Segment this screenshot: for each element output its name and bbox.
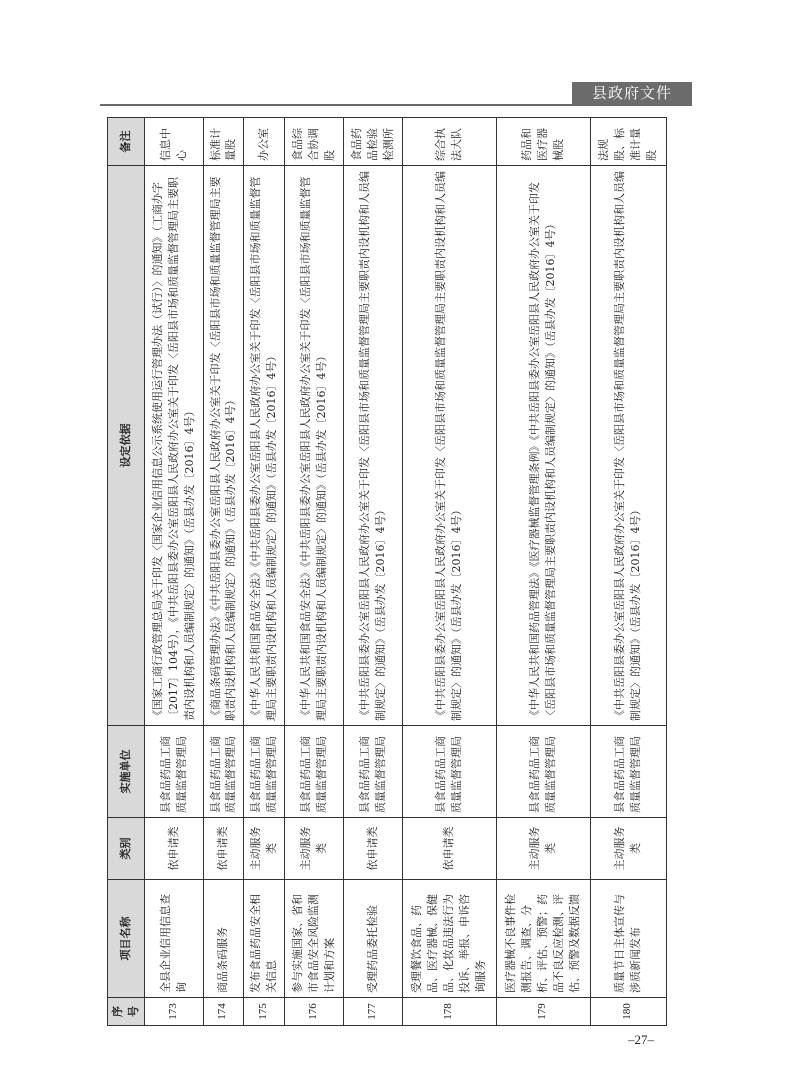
cell-no: 179: [496, 998, 590, 1026]
table-header-row: [108, 118, 145, 1026]
cell-category: 依申请类: [203, 818, 244, 880]
cell-basis: 《中华人民共和国食品安全法》《中共岳阳县委办公室岳阳县人民政府办公室关于印发〈岳阳县市场和质量监督管理局主要职责内设机构和人员编制规定〉的通知》（岳县办发〔2016〕4号）: [285, 166, 344, 726]
cell-basis: 《中共岳阳县委办公室岳阳县人民政府办公室关于印发〈岳阳县市场和质量监督管理局主要职责内设机构和人员编制规定〉的通知》（岳县办发〔2016〕4号）: [402, 166, 496, 726]
page-number: –27–: [628, 1032, 654, 1047]
cell-no: 174: [203, 998, 244, 1026]
cell-name: 参与实施国家、省和市食品安全风险监测计划和方案: [285, 880, 344, 998]
cell-category: 主动服务类: [496, 818, 590, 880]
cell-note: 食品药品检验检测所: [343, 118, 402, 166]
cell-no: 177: [343, 998, 402, 1026]
cell-name: 受理药品委托检验: [343, 880, 402, 998]
cell-unit: 县食品药品工商质量监督管理局: [285, 726, 344, 818]
table-row: [203, 118, 244, 1026]
cell-name: 发布食品药品安全相关信息: [244, 880, 285, 998]
cell-basis: 《商品条码管理办法》《中共岳阳县委办公室岳阳县人民政府办公室关于印发〈岳阳县市场和质量监督管理局主要职责内设机构和人员编制规定〉的通知》（岳县办发〔2016〕4号）: [203, 166, 244, 726]
cell-basis: 《中华人民共和国食品安全法》《中共岳阳县委办公室岳阳县人民政府办公室关于印发〈岳阳县市场和质量监督管理局主要职责内设机构和人员编制规定〉的通知》（岳县办发〔2016〕4号）: [244, 166, 285, 726]
cell-no: 175: [244, 998, 285, 1026]
cell-note: 综合执法大队: [402, 118, 496, 166]
column-header-name: 项目名称: [108, 880, 145, 998]
cell-basis: 《中共岳阳县委办公室岳阳县人民政府办公室关于印发〈岳阳县市场和质量监督管理局主要职责内设机构和人员编制规定〉的通知》（岳县办发〔2016〕4号）: [590, 166, 666, 726]
cell-category: 主动服务类: [285, 818, 344, 880]
cell-unit: 县食品药品工商质量监督管理局: [144, 726, 203, 818]
column-header-basis: 设定依据: [108, 166, 145, 726]
cell-no: 176: [285, 998, 344, 1026]
column-header-category: 类别: [108, 818, 145, 880]
header-title: 县政府文件: [591, 84, 672, 102]
cell-unit: 县食品药品工商质量监督管理局: [203, 726, 244, 818]
cell-name: 受理餐饮食品、药品、医疗器械、保健品、化妆品违法行为投诉、举报、申诉咨询服务: [402, 880, 496, 998]
column-header-note: 备注: [108, 118, 145, 166]
table-row: [244, 118, 285, 1026]
service-items-table: [107, 117, 667, 1026]
cell-basis: 《中共岳阳县委办公室岳阳县人民政府办公室关于印发〈岳阳县市场和质量监督管理局主要职责内设机构和人员编制规定〉的通知》（岳县办发〔2016〕4号）: [343, 166, 402, 726]
cell-no: 173: [144, 998, 203, 1026]
cell-unit: 县食品药品工商质量监督管理局: [343, 726, 402, 818]
cell-note: 法规股、标准计量股: [590, 118, 666, 166]
cell-name: 商品条码服务: [203, 880, 244, 998]
cell-note: 药品和医疗器械股: [496, 118, 590, 166]
cell-unit: 县食品药品工商质量监督管理局: [496, 726, 590, 818]
cell-no: 180: [590, 998, 666, 1026]
cell-unit: 县食品药品工商质量监督管理局: [244, 726, 285, 818]
cell-name: 医疗器械不良事件检测报告、调查、分析、评估、预警；药品不良反应检测、评估、预警及数据反馈: [496, 880, 590, 998]
cell-no: 178: [402, 998, 496, 1026]
cell-note: 办公室: [244, 118, 285, 166]
column-header-unit: 实施单位: [108, 726, 145, 818]
cell-basis: 《国家工商行政管理总局关于印发〈国家企业信用信息公示系统使用运行管理办法（试行）〉的通知》（工商办字〔2017〕104号），《中共岳阳县委办公室岳阳县人民政府办公室关于印发〈岳阳县市场和质量监督管理局主要职责内设机构和人员编制规定〉的通知》（岳县办发〔2016〕4号）: [144, 166, 203, 726]
cell-category: 依申请类: [343, 818, 402, 880]
table-row: [590, 118, 666, 1026]
header-title-band: [572, 82, 692, 104]
cell-category: 主动服务类: [244, 818, 285, 880]
cell-note: 食品综合协调股: [285, 118, 344, 166]
table-row: [144, 118, 203, 1026]
table-row: [496, 118, 590, 1026]
table-row: [285, 118, 344, 1026]
cell-name: 质量节日主体宣传与涉质新闻发布: [590, 880, 666, 998]
cell-note: 信息中心: [144, 118, 203, 166]
rotated-table-container: [107, 118, 667, 1026]
cell-name: 全县企业信用信息查询: [144, 880, 203, 998]
header-rule: [100, 104, 692, 106]
table-row: [343, 118, 402, 1026]
table-row: [402, 118, 496, 1026]
cell-unit: 县食品药品工商质量监督管理局: [590, 726, 666, 818]
cell-note: 标准计量股: [203, 118, 244, 166]
column-header-no: 序号: [108, 998, 145, 1026]
cell-unit: 县食品药品工商质量监督管理局: [402, 726, 496, 818]
cell-category: 主动服务类: [590, 818, 666, 880]
cell-basis: 《中华人民共和国药品管理法》《医疗器械监督管理条例》《中共岳阳县委办公室岳阳县人民政府办公室关于印发〈岳阳县市场和质量监督管理局主要职责内设机构和人员编制规定〉的通知》（岳县办发〔2016〕4号）: [496, 166, 590, 726]
cell-category: 依申请类: [402, 818, 496, 880]
cell-category: 依申请类: [144, 818, 203, 880]
